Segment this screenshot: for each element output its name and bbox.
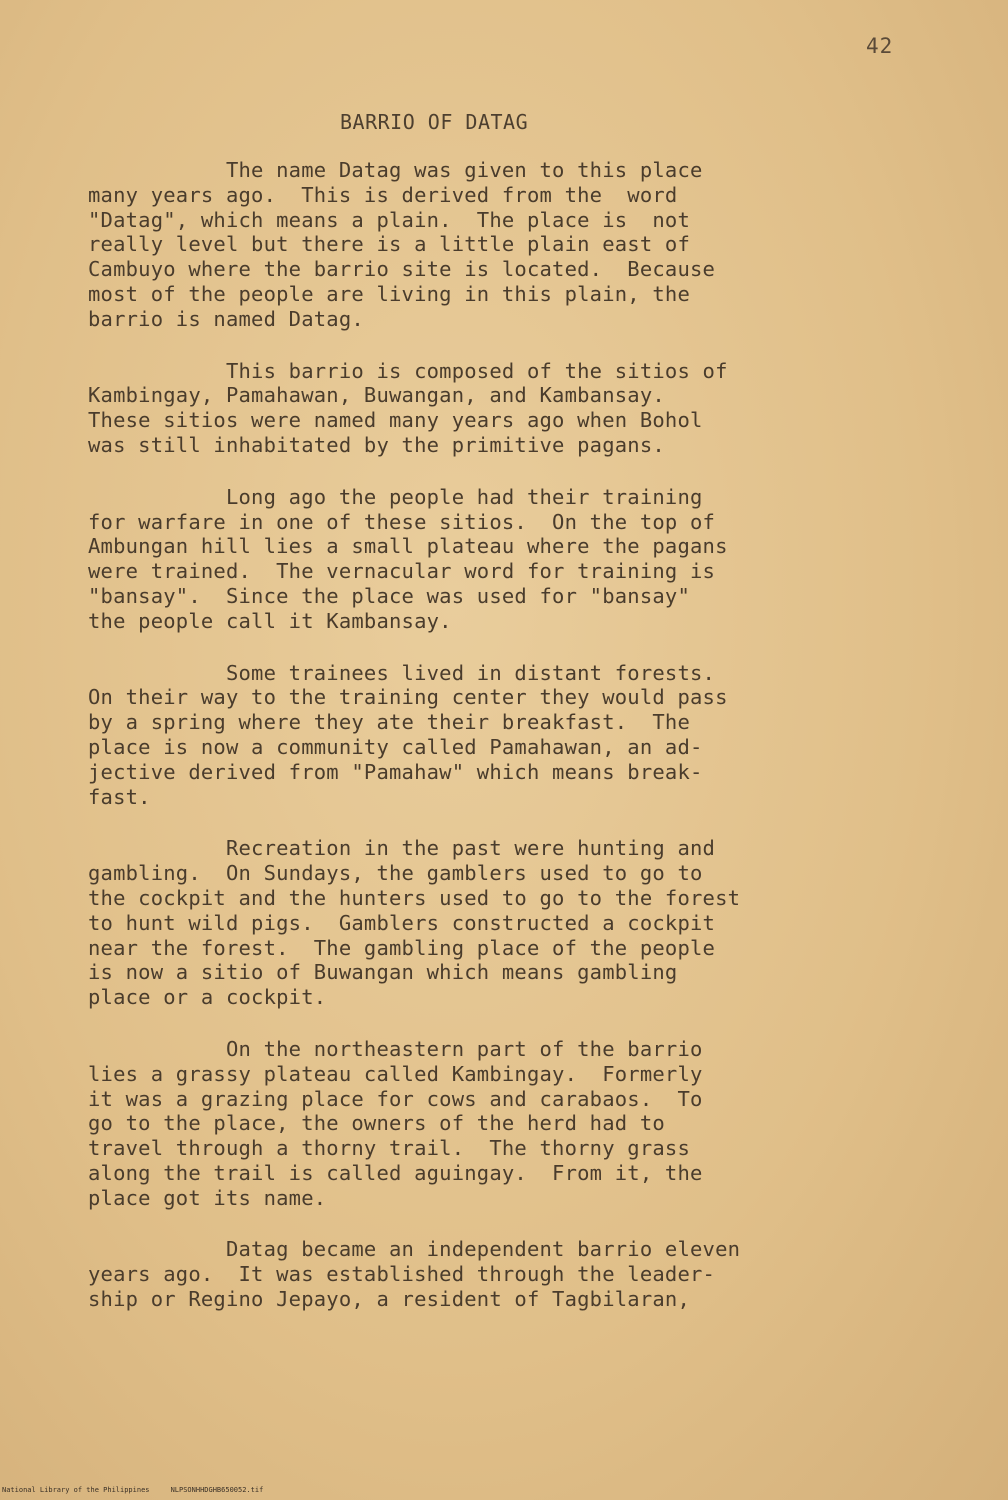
text-line: years ago. It was established through the leader-: [88, 1262, 716, 1287]
text-line: the people call it Kambansay.: [88, 608, 452, 633]
text-line: Long ago the people had their training: [88, 484, 703, 509]
text-line: barrio is named Datag.: [88, 306, 364, 331]
text-line: On their way to the training center they would pass: [88, 685, 728, 710]
text-line: fast.: [88, 784, 151, 809]
text-line: really level but there is a little plain east of: [88, 232, 691, 257]
paragraph: [88, 485, 878, 634]
text-line: These sitios were named many years ago when Bohol: [88, 408, 703, 433]
text-line: "bansay". Since the place was used for "bansay": [88, 583, 691, 608]
text-line: most of the people are living in this plain, the: [88, 281, 691, 306]
text-line: ship or Regino Jepayo, a resident of Tagbilaran,: [88, 1287, 691, 1312]
text-line: Ambungan hill lies a small plateau where the pagans: [88, 534, 728, 559]
text-line: along the trail is called aguingay. From it, the: [88, 1160, 703, 1185]
text-line: place or a cockpit.: [88, 985, 327, 1010]
text-line: lies a grassy plateau called Kambingay. Formerly: [88, 1061, 703, 1086]
text-line: to hunt wild pigs. Gamblers constructed a cockpit: [88, 910, 716, 935]
text-line: travel through a thorny trail. The thorny grass: [88, 1136, 691, 1161]
body-text: [88, 158, 878, 1339]
text-line: Kambingay, Pamahawan, Buwangan, and Kambansay.: [88, 383, 665, 408]
text-line: On the northeastern part of the barrio: [88, 1036, 703, 1061]
text-line: jective derived from "Pamahaw" which means break-: [88, 759, 703, 784]
text-line: go to the place, the owners of the herd had to: [88, 1111, 665, 1136]
text-line: by a spring where they ate their breakfast. The: [88, 710, 691, 735]
text-line: Recreation in the past were hunting and: [88, 836, 716, 861]
paragraph: [88, 359, 878, 458]
page-title: BARRIO OF DATAG: [340, 110, 529, 134]
page-number: 42: [866, 34, 894, 58]
footer-caption: National Library of the Philippines NLPSONHHDGHB650052.tif: [2, 1486, 264, 1494]
text-line: This barrio is composed of the sitios of: [88, 358, 728, 383]
text-line: The name Datag was given to this place: [88, 158, 703, 182]
text-line: "Datag", which means a plain. The place is not: [88, 207, 691, 232]
text-line: for warfare in one of these sitios. On the top of: [88, 509, 716, 534]
text-line: place got its name.: [88, 1185, 327, 1210]
text-line: Datag became an independent barrio eleven: [88, 1237, 741, 1262]
text-line: Cambuyo where the barrio site is located. Because: [88, 257, 716, 282]
paragraph: [88, 836, 878, 1010]
text-line: was still inhabitated by the primitive pagans.: [88, 432, 665, 457]
text-line: gambling. On Sundays, the gamblers used to go to: [88, 861, 703, 886]
text-line: the cockpit and the hunters used to go to the forest: [88, 885, 741, 910]
text-line: were trained. The vernacular word for training is: [88, 559, 716, 584]
paragraph: [88, 661, 878, 810]
paragraph: [88, 1237, 878, 1311]
text-line: place is now a community called Pamahawan, an ad-: [88, 734, 703, 759]
paragraph: [88, 158, 878, 332]
text-line: many years ago. This is derived from the word: [88, 182, 678, 207]
text-line: Some trainees lived in distant forests.: [88, 660, 716, 685]
text-line: is now a sitio of Buwangan which means gambling: [88, 960, 678, 985]
paragraph: [88, 1037, 878, 1211]
text-line: near the forest. The gambling place of the people: [88, 935, 716, 960]
text-line: it was a grazing place for cows and carabaos. To: [88, 1086, 703, 1111]
